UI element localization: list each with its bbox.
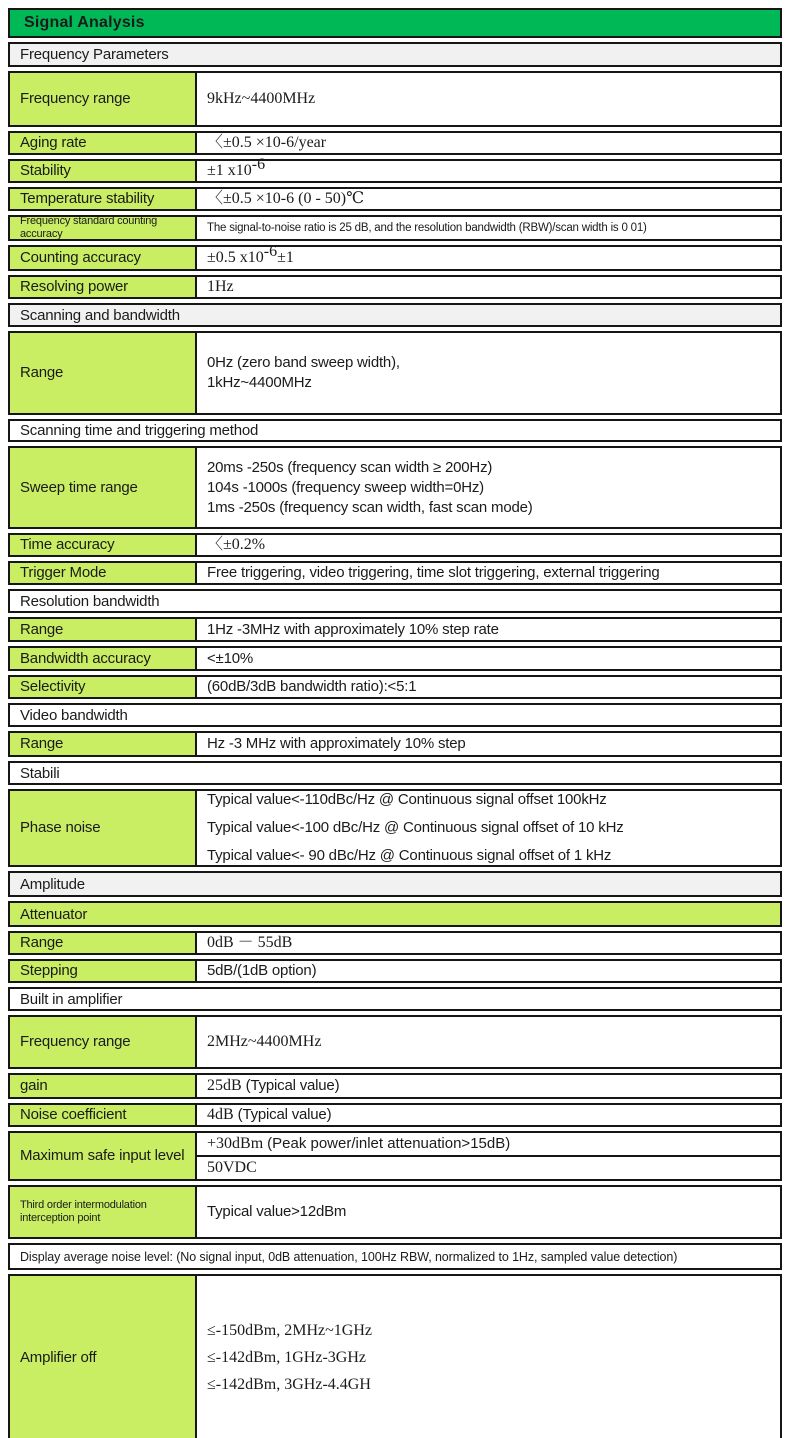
- value-text: ±0.5 x10: [207, 249, 264, 266]
- section-row: [8, 303, 782, 327]
- param-value: [197, 791, 780, 865]
- param-label-text: Counting accuracy: [20, 249, 141, 266]
- section-label: Scanning and bandwidth: [20, 306, 180, 324]
- section-label: Video bandwidth: [20, 706, 128, 724]
- param-value: [197, 73, 780, 125]
- section-label: Attenuator: [20, 905, 88, 923]
- param-row: [8, 959, 782, 983]
- value-line: [207, 353, 772, 373]
- value-text: 4dB: [207, 1106, 238, 1123]
- param-row: [8, 71, 782, 127]
- param-label: [10, 448, 197, 527]
- param-label-text: Frequency standard counting accuracy: [20, 215, 158, 240]
- param-row: [8, 931, 782, 955]
- param-row: [8, 1073, 782, 1099]
- param-label: [10, 189, 197, 209]
- value-text: 〈±0.5 ×10-6 (0 - 50)℃: [207, 190, 365, 207]
- param-label-text: Range: [20, 735, 64, 752]
- spec-table: [8, 8, 782, 1438]
- param-value: [197, 1105, 780, 1125]
- value-line: [207, 1202, 772, 1222]
- param-value: [197, 448, 780, 527]
- param-value: [197, 1075, 780, 1097]
- param-label: [10, 733, 197, 755]
- value-line: [207, 535, 772, 555]
- param-row: [8, 561, 782, 585]
- param-value: [197, 1133, 780, 1179]
- section-row: [8, 901, 782, 927]
- param-row: [8, 131, 782, 155]
- param-label-text: Temperature stability: [20, 190, 155, 207]
- param-row: [8, 1274, 782, 1438]
- value-text: 104s -1000s (frequency sweep width=0Hz): [207, 478, 484, 496]
- param-row: [8, 275, 782, 299]
- param-value: [197, 156, 780, 181]
- value-text: 〈±0.5 ×10-6/year: [207, 134, 327, 151]
- value-text: (Typical value): [245, 1077, 340, 1094]
- param-label-text: Noise coefficient: [20, 1106, 127, 1123]
- value-text: -6: [251, 156, 266, 173]
- param-label: [10, 1075, 197, 1097]
- param-row: [8, 245, 782, 271]
- param-value: [197, 933, 780, 953]
- value-line: [207, 89, 772, 109]
- param-label: [10, 73, 197, 125]
- section-label: Stabili: [20, 764, 60, 782]
- value-line: [207, 1135, 772, 1153]
- param-label: [10, 247, 197, 269]
- param-value: [197, 133, 780, 153]
- param-label: [10, 1017, 197, 1067]
- value-line: [207, 478, 772, 498]
- param-label: [10, 648, 197, 669]
- value-line: [207, 373, 772, 393]
- section-row: [8, 42, 782, 67]
- value-line: [207, 933, 772, 953]
- param-label: [10, 535, 197, 555]
- value-text: (60dB/3dB bandwidth ratio):<5:1: [207, 678, 417, 695]
- value-line: [207, 1105, 772, 1125]
- param-label-text: Range: [20, 620, 64, 638]
- value-line: [207, 243, 772, 268]
- value-text: ≤-142dBm, 1GHz-3GHz: [207, 1349, 366, 1366]
- param-label-text: Sweep time range: [20, 478, 138, 496]
- value-line: [207, 1032, 772, 1052]
- value-line: [207, 786, 772, 814]
- value-text: ≤-150dBm, 2MHz~1GHz: [207, 1322, 372, 1339]
- param-row: [8, 617, 782, 642]
- param-label-text: Range: [20, 934, 64, 951]
- value-text: ±1 x10: [207, 162, 252, 179]
- table-title: Signal Analysis: [24, 14, 145, 31]
- value-text: 1Hz -3MHz with approximately 10% step rate: [207, 620, 499, 638]
- param-value: [197, 619, 780, 640]
- param-label-text: Amplifier off: [20, 1348, 97, 1366]
- value-subrow: [197, 1155, 780, 1179]
- value-text: 50VDC: [207, 1159, 257, 1176]
- value-text: The signal-to-noise ratio is 25 dB, and the resolution bandwidth (RBW)/scan width is 0 01): [207, 222, 647, 234]
- param-row: [8, 675, 782, 699]
- value-line: [207, 1371, 772, 1398]
- param-value: [197, 535, 780, 555]
- section-label: Scanning time and triggering method: [20, 422, 259, 439]
- value-line: [207, 961, 772, 981]
- value-line: [207, 277, 772, 297]
- section-row: [8, 761, 782, 785]
- section-row: [8, 1243, 782, 1270]
- param-label: [10, 791, 197, 865]
- param-label: [10, 1105, 197, 1125]
- value-line: [207, 649, 772, 669]
- param-label: [10, 677, 197, 697]
- value-text: Hz -3 MHz with approximately 10% step: [207, 735, 466, 752]
- param-row: [8, 187, 782, 211]
- param-label: [10, 619, 197, 640]
- param-label: [10, 277, 197, 297]
- value-text: (Typical value): [237, 1106, 332, 1123]
- param-value: [197, 1276, 780, 1438]
- section-label: Resolution bandwidth: [20, 592, 160, 610]
- value-line: [207, 498, 772, 518]
- param-row: [8, 215, 782, 241]
- value-text: 2MHz~4400MHz: [207, 1033, 322, 1050]
- param-value: [197, 277, 780, 297]
- value-text: 20ms -250s (frequency scan width ≥ 200Hz): [207, 458, 493, 476]
- param-label-text: Frequency range: [20, 1033, 131, 1050]
- value-text: 9kHz~4400MHz: [207, 90, 316, 107]
- param-row: [8, 533, 782, 557]
- value-line: [207, 814, 772, 842]
- value-line: [207, 1159, 772, 1177]
- section-label: Built in amplifier: [20, 990, 123, 1008]
- param-label-text: Selectivity: [20, 678, 86, 695]
- param-label: [10, 217, 197, 239]
- section-row: [8, 419, 782, 442]
- value-text: 5dB/(1dB option): [207, 962, 317, 979]
- param-row: [8, 446, 782, 529]
- value-line: [207, 133, 772, 153]
- param-label: [10, 1276, 197, 1438]
- param-value: [197, 189, 780, 209]
- value-text: 25dB: [207, 1077, 246, 1094]
- section-label: Display average noise level: (No signal input, 0dB attenuation, 100Hz RBW, normalized to 1Hz, sampled value detection): [20, 1249, 678, 1264]
- param-label-text: Trigger Mode: [20, 564, 107, 581]
- value-text: Typical value<-100 dBc/Hz @ Continuous signal offset of 10 kHz: [207, 819, 624, 836]
- param-label-text: Stepping: [20, 962, 78, 979]
- value-text: Typical value<-110dBc/Hz @ Continuous signal offset 100kHz: [207, 791, 607, 808]
- param-value: [197, 733, 780, 755]
- value-text: Free triggering, video triggering, time slot triggering, external triggering: [207, 564, 660, 581]
- param-value: [197, 333, 780, 413]
- param-row: [8, 646, 782, 671]
- param-label-text: Time accuracy: [20, 536, 115, 553]
- table-header: [8, 8, 782, 38]
- value-text: 〈±0.2%: [207, 536, 266, 553]
- param-row: [8, 1015, 782, 1069]
- param-label-text: Maximum safe input level: [20, 1147, 185, 1164]
- value-text: <±10%: [207, 649, 254, 667]
- value-line: [207, 1076, 772, 1096]
- param-label: [10, 161, 197, 181]
- param-label-text: Resolving power: [20, 278, 128, 295]
- param-row: [8, 1131, 782, 1181]
- param-row: [8, 1185, 782, 1239]
- section-row: [8, 589, 782, 613]
- param-label-text: Frequency range: [20, 90, 131, 107]
- value-text: 0dB － 55dB: [207, 934, 293, 951]
- param-value: [197, 677, 780, 697]
- value-text: +30dBm: [207, 1135, 268, 1152]
- param-row: [8, 331, 782, 415]
- value-text: (Peak power/inlet attenuation>15dB): [267, 1135, 511, 1152]
- param-value: [197, 217, 780, 239]
- value-line: [207, 677, 772, 697]
- param-label: [10, 961, 197, 981]
- param-label: [10, 933, 197, 953]
- param-row: [8, 1103, 782, 1127]
- param-value: [197, 243, 780, 269]
- value-text: ±1: [277, 249, 294, 266]
- param-label: [10, 333, 197, 413]
- param-label-text: Phase noise: [20, 819, 101, 836]
- value-line: [207, 458, 772, 478]
- param-label-text: Range: [20, 364, 64, 381]
- param-row: [8, 789, 782, 867]
- section-row: [8, 703, 782, 727]
- param-value: [197, 1017, 780, 1067]
- param-value: [197, 648, 780, 669]
- param-label: [10, 133, 197, 153]
- value-line: [207, 563, 772, 583]
- param-label-text: Stability: [20, 162, 71, 179]
- value-text: 1ms -250s (frequency scan width, fast scan mode): [207, 498, 533, 516]
- param-label: [10, 563, 197, 583]
- param-row: [8, 731, 782, 757]
- value-text: 1Hz: [207, 278, 234, 295]
- param-label-text: Aging rate: [20, 134, 87, 151]
- value-line: [207, 620, 772, 640]
- param-label: [10, 1187, 197, 1237]
- section-label: Amplitude: [20, 875, 85, 893]
- value-text: -6: [263, 243, 278, 260]
- value-text: 0Hz (zero band sweep width),: [207, 354, 400, 371]
- value-text: Typical value>12dBm: [207, 1203, 347, 1220]
- value-subrow: [197, 1133, 780, 1155]
- section-row: [8, 987, 782, 1011]
- param-value: [197, 563, 780, 583]
- param-row: [8, 156, 782, 183]
- param-label-text: Bandwidth accuracy: [20, 649, 151, 667]
- value-text: ≤-142dBm, 3GHz-4.4GH: [207, 1376, 371, 1393]
- param-value: [197, 961, 780, 981]
- value-line: [207, 1344, 772, 1371]
- value-line: [207, 1317, 772, 1344]
- section-row: [8, 871, 782, 897]
- param-label: [10, 1133, 197, 1179]
- value-text: 1kHz~4400MHz: [207, 374, 312, 391]
- param-label-text: gain: [20, 1077, 48, 1094]
- value-line: [207, 189, 772, 209]
- param-value: [197, 1187, 780, 1237]
- value-line: [207, 218, 772, 238]
- param-label-text: Third order intermodulation interception point: [20, 1199, 147, 1224]
- value-line: [207, 734, 772, 754]
- value-text: Typical value<- 90 dBc/Hz @ Continuous signal offset of 1 kHz: [207, 847, 612, 864]
- value-line: [207, 156, 772, 181]
- value-line: [207, 842, 772, 870]
- section-label: Frequency Parameters: [20, 46, 169, 63]
